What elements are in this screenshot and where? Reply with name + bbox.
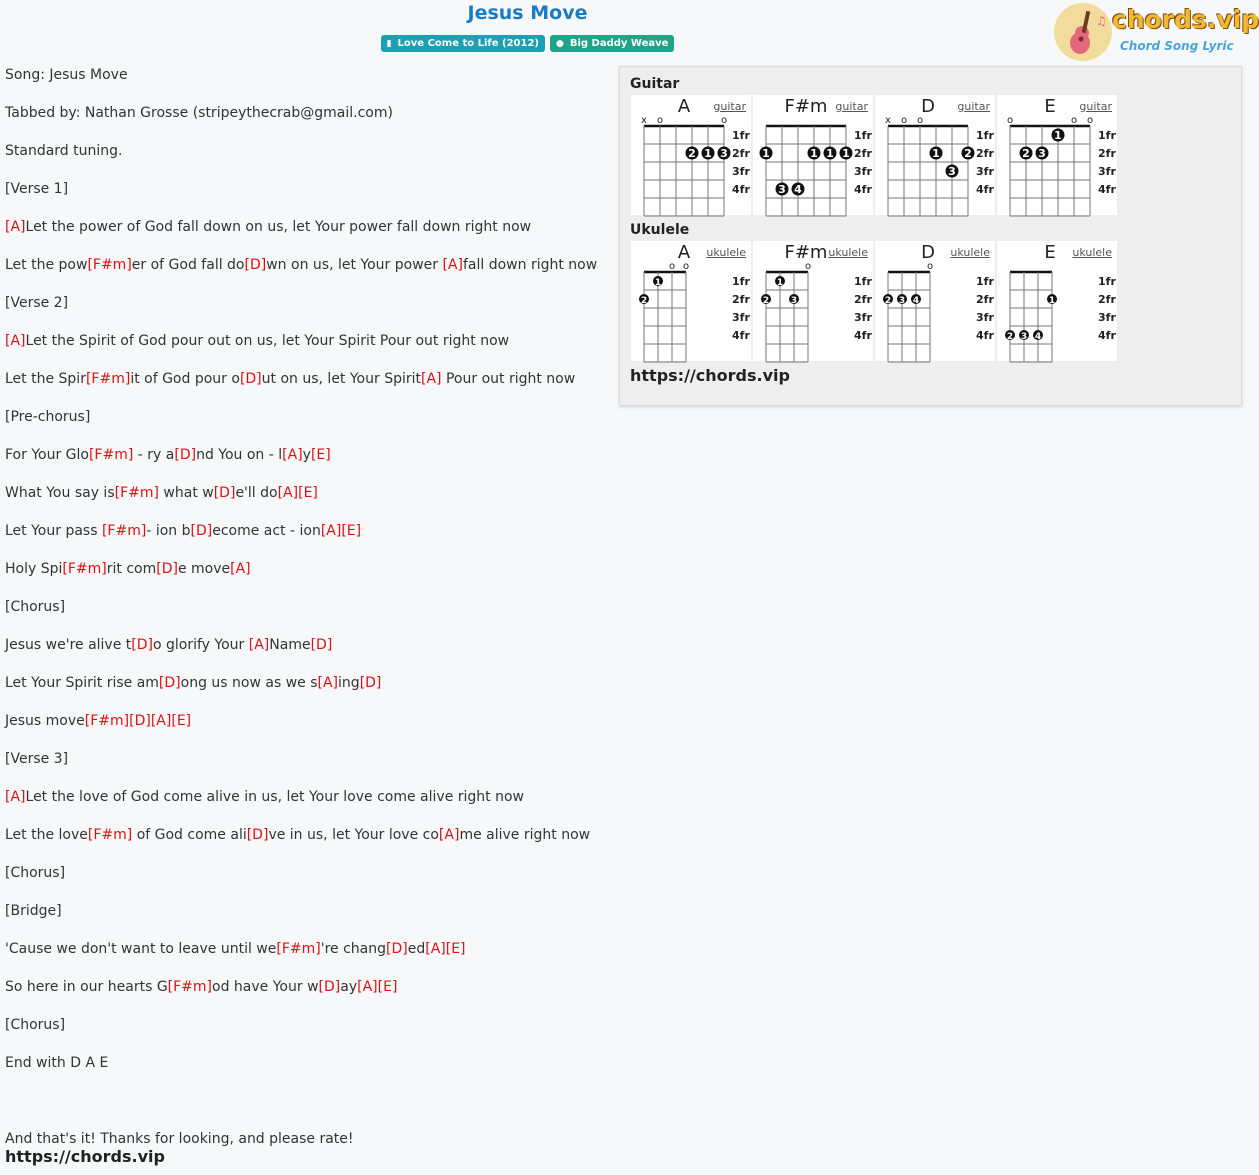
- logo-name: chords.vip: [1112, 5, 1259, 34]
- finger-number: 3: [720, 147, 728, 160]
- fret-label: 1fr: [1098, 129, 1116, 142]
- lyric-text: Standard tuning.: [5, 143, 123, 159]
- chord-link[interactable]: [A]: [150, 713, 172, 729]
- chord-link[interactable]: [E]: [377, 979, 398, 995]
- fret-label: 3fr: [854, 165, 872, 178]
- chord-link[interactable]: [A]: [320, 523, 342, 539]
- guitar-chord-list: [631, 95, 1117, 215]
- fret-label: 4fr: [732, 329, 750, 342]
- user-icon: ●: [555, 38, 564, 49]
- fret-label: 2fr: [854, 147, 872, 160]
- fret-label: 3fr: [1098, 311, 1116, 324]
- chord-link[interactable]: [E]: [298, 485, 318, 501]
- finger-number: 4: [794, 183, 802, 196]
- instrument-link[interactable]: guitar: [713, 100, 746, 113]
- lyric-line: [5, 104, 615, 142]
- lyric-line: [5, 294, 615, 332]
- lyric-text: So here in our hearts G: [5, 979, 168, 995]
- chord-link[interactable]: [A]: [282, 447, 303, 463]
- lyric-line: [5, 636, 615, 674]
- finger-number: 3: [790, 296, 798, 306]
- finger-number: 2: [884, 296, 892, 306]
- guitar-chord-diagram[interactable]: [631, 95, 751, 215]
- fret-label: 4fr: [976, 183, 994, 196]
- finger-number: 2: [640, 296, 648, 306]
- finger-number: 2: [964, 147, 972, 160]
- chord-link[interactable]: [D]: [213, 485, 236, 501]
- panel-footer-link[interactable]: https://chords.vip: [630, 366, 790, 385]
- chord-link[interactable]: [F#m]: [167, 979, 213, 995]
- lyric-text: ong us now as we s: [180, 675, 318, 691]
- finger-number: 2: [688, 147, 696, 160]
- chord-link[interactable]: [A]: [277, 485, 299, 501]
- lyric-text: ecome act - ion: [212, 523, 321, 539]
- lyric-text: of God come ali: [132, 827, 247, 843]
- fret-label: 3fr: [854, 311, 872, 324]
- lyric-text: what w: [158, 485, 214, 501]
- open-string-marker: o: [720, 115, 728, 126]
- lyric-text: rit com: [106, 561, 157, 577]
- fret-label: 4fr: [976, 329, 994, 342]
- ukulele-chord-diagram[interactable]: [631, 241, 751, 361]
- song-title: Jesus Move: [467, 2, 588, 24]
- chord-link[interactable]: [D]: [156, 561, 178, 577]
- chord-link[interactable]: [A]: [317, 675, 339, 691]
- guitar-chord-diagram[interactable]: [875, 95, 995, 215]
- muted-string-marker: x: [641, 115, 647, 126]
- ukulele-chord-diagram[interactable]: [997, 241, 1117, 361]
- lyric-text: [Bridge]: [5, 903, 62, 919]
- chord-link[interactable]: [F#m]: [84, 713, 130, 729]
- fret-label: 2fr: [976, 147, 994, 160]
- chord-link[interactable]: [D]: [318, 979, 341, 995]
- fret-label: 3fr: [1098, 165, 1116, 178]
- finger-number: 1: [826, 147, 834, 160]
- lyrics-body: [5, 66, 615, 1168]
- chord-name: A: [677, 96, 691, 117]
- lyric-line: [5, 256, 615, 294]
- open-string-marker: o: [1086, 115, 1094, 126]
- guitar-chord-diagram[interactable]: [753, 95, 873, 215]
- song-badges: [0, 35, 1055, 52]
- lyric-line: [5, 940, 615, 978]
- fret-label: 2fr: [732, 147, 750, 160]
- lyric-text: [Verse 1]: [5, 181, 69, 197]
- lyric-text: [Chorus]: [5, 1017, 66, 1033]
- chord-link[interactable]: [A]: [248, 637, 270, 653]
- lyric-text: 'Cause we don't want to leave until we: [5, 941, 277, 957]
- chord-link[interactable]: [E]: [310, 447, 331, 463]
- chord-link[interactable]: [D]: [244, 257, 267, 273]
- lyric-line: [5, 180, 615, 218]
- fret-label: 4fr: [1098, 183, 1116, 196]
- lyric-line: [5, 864, 615, 902]
- chord-link[interactable]: [D]: [158, 675, 181, 691]
- open-string-marker: o: [1006, 115, 1014, 126]
- fret-label: 1fr: [732, 129, 750, 142]
- chord-link[interactable]: [A]: [438, 827, 460, 843]
- lyric-text: [Verse 2]: [5, 295, 69, 311]
- chord-link[interactable]: [A]: [5, 219, 26, 235]
- lyric-text: ut on us, let Your Spirit: [261, 371, 422, 387]
- lyric-line: [5, 370, 615, 408]
- chord-link[interactable]: [A]: [357, 979, 378, 995]
- lyric-text: Jesus move: [5, 713, 85, 729]
- chord-link[interactable]: [A]: [425, 941, 446, 957]
- fret-label: 4fr: [1098, 329, 1116, 342]
- lyric-text: [Pre-chorus]: [5, 409, 91, 425]
- lyric-text: it of God pour o: [130, 371, 240, 387]
- chord-link[interactable]: [D]: [386, 941, 408, 957]
- lyric-text: ay: [340, 979, 358, 995]
- chord-link[interactable]: [D]: [129, 713, 151, 729]
- chord-link[interactable]: [D]: [359, 675, 382, 691]
- artist-badge-label: Big Daddy Weave: [569, 38, 669, 49]
- chord-link[interactable]: [D]: [310, 637, 333, 653]
- finger-number: 4: [1034, 332, 1042, 342]
- chord-name: E: [1044, 242, 1056, 263]
- lyric-text: Tabbed by: Nathan Grosse (stripeythecrab@gmail.com): [5, 105, 393, 121]
- album-badge[interactable]: [381, 35, 545, 52]
- chord-link[interactable]: [F#m]: [276, 941, 321, 957]
- lyric-text: fall down right now: [462, 257, 598, 273]
- ukulele-chord-diagram[interactable]: [753, 241, 873, 361]
- chord-name: F#m: [784, 242, 828, 263]
- lyric-text: Holy Spi: [5, 561, 63, 577]
- chord-link[interactable]: [F#m]: [101, 523, 147, 539]
- lyric-text: me alive right now: [459, 827, 591, 843]
- chord-name: D: [921, 96, 935, 117]
- lyric-line: [5, 142, 615, 180]
- lyric-text: Let the power of God fall down on us, let Your power fall down right now: [25, 219, 532, 235]
- finger-number: 3: [1020, 332, 1028, 342]
- instrument-link[interactable]: ukulele: [1072, 246, 1112, 259]
- lyric-line: [5, 978, 615, 1016]
- open-string-marker: o: [1070, 115, 1078, 126]
- finger-number: 2: [1022, 147, 1030, 160]
- chord-link[interactable]: [F#m]: [88, 447, 134, 463]
- logo-subtitle: Chord Song Lyric: [1120, 39, 1234, 53]
- finger-number: 1: [762, 147, 770, 160]
- lyric-line: [5, 522, 615, 560]
- fret-label: 2fr: [854, 293, 872, 306]
- chord-link[interactable]: [D]: [239, 371, 262, 387]
- lyric-text: er of God fall do: [131, 257, 245, 273]
- finger-number: 1: [842, 147, 850, 160]
- lyric-text: nd You on - l: [196, 447, 283, 463]
- lyric-text: Let Your pass: [5, 523, 102, 539]
- instrument-link[interactable]: ukulele: [706, 246, 746, 259]
- chord-link[interactable]: [F#m]: [114, 485, 159, 501]
- fret-label: 1fr: [976, 275, 994, 288]
- book-icon: ▮: [386, 38, 392, 49]
- finger-number: 3: [898, 296, 906, 306]
- lyric-text: Song: Jesus Move: [5, 67, 128, 83]
- lyric-text: Let Your Spirit rise am: [5, 675, 159, 691]
- lyric-text: ve in us, let Your love co: [268, 827, 439, 843]
- instrument-link[interactable]: guitar: [957, 100, 990, 113]
- chord-link[interactable]: [F#m]: [87, 827, 133, 843]
- lyric-line: [5, 902, 615, 940]
- lyric-line: [5, 674, 615, 712]
- finger-number: 3: [948, 165, 956, 178]
- fret-label: 1fr: [1098, 275, 1116, 288]
- chord-name: A: [677, 242, 691, 263]
- fret-label: 3fr: [732, 311, 750, 324]
- lyric-text: - ry a: [133, 447, 175, 463]
- lyric-text: End with D A E: [5, 1055, 109, 1071]
- chord-link[interactable]: [A]: [442, 257, 463, 273]
- fret-label: 1fr: [732, 275, 750, 288]
- lyric-text: [Chorus]: [5, 599, 66, 615]
- fret-label: 4fr: [854, 329, 872, 342]
- chord-name: D: [921, 242, 935, 263]
- finger-number: 3: [778, 183, 786, 196]
- fret-label: 2fr: [1098, 147, 1116, 160]
- chord-link[interactable]: [E]: [171, 713, 192, 729]
- chord-link[interactable]: [A]: [230, 561, 251, 577]
- lyric-line: [5, 1054, 615, 1092]
- chord-link[interactable]: [D]: [131, 637, 153, 653]
- lyric-text: Let the Spirit of God pour out on us, let Your Spirit Pour out right now: [25, 333, 510, 349]
- finger-number: 1: [1054, 129, 1062, 142]
- svg-text:♫: ♫: [1096, 14, 1107, 28]
- finger-number: 1: [776, 278, 784, 288]
- lyrics-footer-link[interactable]: https://chords.vip: [5, 1147, 165, 1166]
- finger-number: 1: [654, 278, 662, 288]
- lyric-text: Let the Spir: [5, 371, 86, 387]
- lyric-text: What You say is: [5, 485, 115, 501]
- open-string-marker: o: [682, 261, 690, 272]
- fret-label: 1fr: [976, 129, 994, 142]
- lyric-text: e'll do: [235, 485, 278, 501]
- lyric-text: od have Your w: [212, 979, 319, 995]
- fret-label: 2fr: [976, 293, 994, 306]
- chord-name: E: [1044, 96, 1056, 117]
- finger-number: 2: [762, 296, 770, 306]
- lyric-text: Let the love: [5, 827, 88, 843]
- instrument-link[interactable]: ukulele: [828, 246, 868, 259]
- instrument-link[interactable]: guitar: [1079, 100, 1112, 113]
- chord-link[interactable]: [F#m]: [62, 561, 107, 577]
- lyric-text: Let the love of God come alive in us, let Your love come alive right now: [25, 789, 524, 805]
- finger-number: 3: [1038, 147, 1046, 160]
- open-string-marker: o: [804, 261, 812, 272]
- lyric-text: - ion b: [146, 523, 191, 539]
- lyric-line: [5, 1092, 615, 1130]
- lyric-text: ed: [407, 941, 426, 957]
- finger-number: 4: [912, 296, 920, 306]
- lyric-text: Let the pow: [5, 257, 88, 273]
- chord-link[interactable]: [D]: [174, 447, 197, 463]
- chord-diagrams-panel: [619, 66, 1242, 406]
- site-logo[interactable]: [1054, 3, 1259, 63]
- lyric-line: [5, 332, 615, 370]
- fret-label: 2fr: [1098, 293, 1116, 306]
- chord-link[interactable]: [A]: [5, 789, 26, 805]
- lyric-line: [5, 598, 615, 636]
- chord-link[interactable]: [D]: [190, 523, 213, 539]
- finger-number: 1: [1048, 296, 1056, 306]
- instrument-link[interactable]: ukulele: [950, 246, 990, 259]
- open-string-marker: o: [926, 261, 934, 272]
- open-string-marker: o: [916, 115, 924, 126]
- chord-link[interactable]: [D]: [246, 827, 269, 843]
- lyric-text: 're chang: [320, 941, 387, 957]
- ukulele-chord-diagram[interactable]: [875, 241, 995, 361]
- lyric-text: [Chorus]: [5, 865, 66, 881]
- fret-label: 3fr: [976, 165, 994, 178]
- fret-label: 3fr: [976, 311, 994, 324]
- finger-number: 1: [932, 147, 940, 160]
- lyric-line: [5, 66, 615, 104]
- lyric-text: Pour out right now: [441, 371, 576, 387]
- ukulele-section-label: Ukulele: [630, 222, 690, 238]
- chord-link[interactable]: [E]: [445, 941, 466, 957]
- lyric-text: Name: [269, 637, 311, 653]
- guitar-icon: [1054, 3, 1112, 61]
- guitar-section-label: Guitar: [630, 76, 680, 92]
- lyric-text: y: [302, 447, 311, 463]
- finger-number: 1: [704, 147, 712, 160]
- lyric-line: [5, 826, 615, 864]
- lyric-text: ing: [338, 675, 360, 691]
- open-string-marker: o: [656, 115, 664, 126]
- lyric-text: o glorify Your: [153, 637, 249, 653]
- lyric-line: [5, 788, 615, 826]
- lyric-text: And that's it! Thanks for looking, and please rate!: [5, 1131, 354, 1147]
- lyric-line: [5, 218, 615, 256]
- finger-number: 2: [1006, 332, 1014, 342]
- fret-label: 3fr: [732, 165, 750, 178]
- ukulele-chord-list: [631, 241, 1117, 361]
- fret-label: 4fr: [854, 183, 872, 196]
- chord-link[interactable]: [A]: [421, 371, 442, 387]
- fret-label: 4fr: [732, 183, 750, 196]
- open-string-marker: o: [900, 115, 908, 126]
- chord-link[interactable]: [A]: [5, 333, 26, 349]
- muted-string-marker: x: [885, 115, 891, 126]
- lyric-text: wn on us, let Your power: [266, 257, 443, 273]
- artist-badge[interactable]: [550, 35, 674, 52]
- chord-link[interactable]: [E]: [341, 523, 362, 539]
- lyric-text: Jesus we're alive t: [5, 637, 132, 653]
- guitar-chord-diagram[interactable]: [997, 95, 1117, 215]
- lyric-line: [5, 750, 615, 788]
- chord-name: F#m: [784, 96, 828, 117]
- lyric-text: [Verse 3]: [5, 751, 69, 767]
- fret-label: 1fr: [854, 129, 872, 142]
- chord-link[interactable]: [F#m]: [85, 371, 131, 387]
- instrument-link[interactable]: guitar: [835, 100, 868, 113]
- open-string-marker: o: [668, 261, 676, 272]
- fret-label: 1fr: [854, 275, 872, 288]
- lyric-line: [5, 408, 615, 446]
- lyric-text: e move: [177, 561, 231, 577]
- lyric-line: [5, 1016, 615, 1054]
- lyric-line: [5, 712, 615, 750]
- finger-number: 1: [810, 147, 818, 160]
- lyric-text: For Your Glo: [5, 447, 89, 463]
- lyric-line: [5, 560, 615, 598]
- lyric-line: [5, 484, 615, 522]
- lyric-line: [5, 446, 615, 484]
- album-badge-label: Love Come to Life (2012): [397, 38, 539, 49]
- chord-link[interactable]: [F#m]: [87, 257, 132, 273]
- fret-label: 2fr: [732, 293, 750, 306]
